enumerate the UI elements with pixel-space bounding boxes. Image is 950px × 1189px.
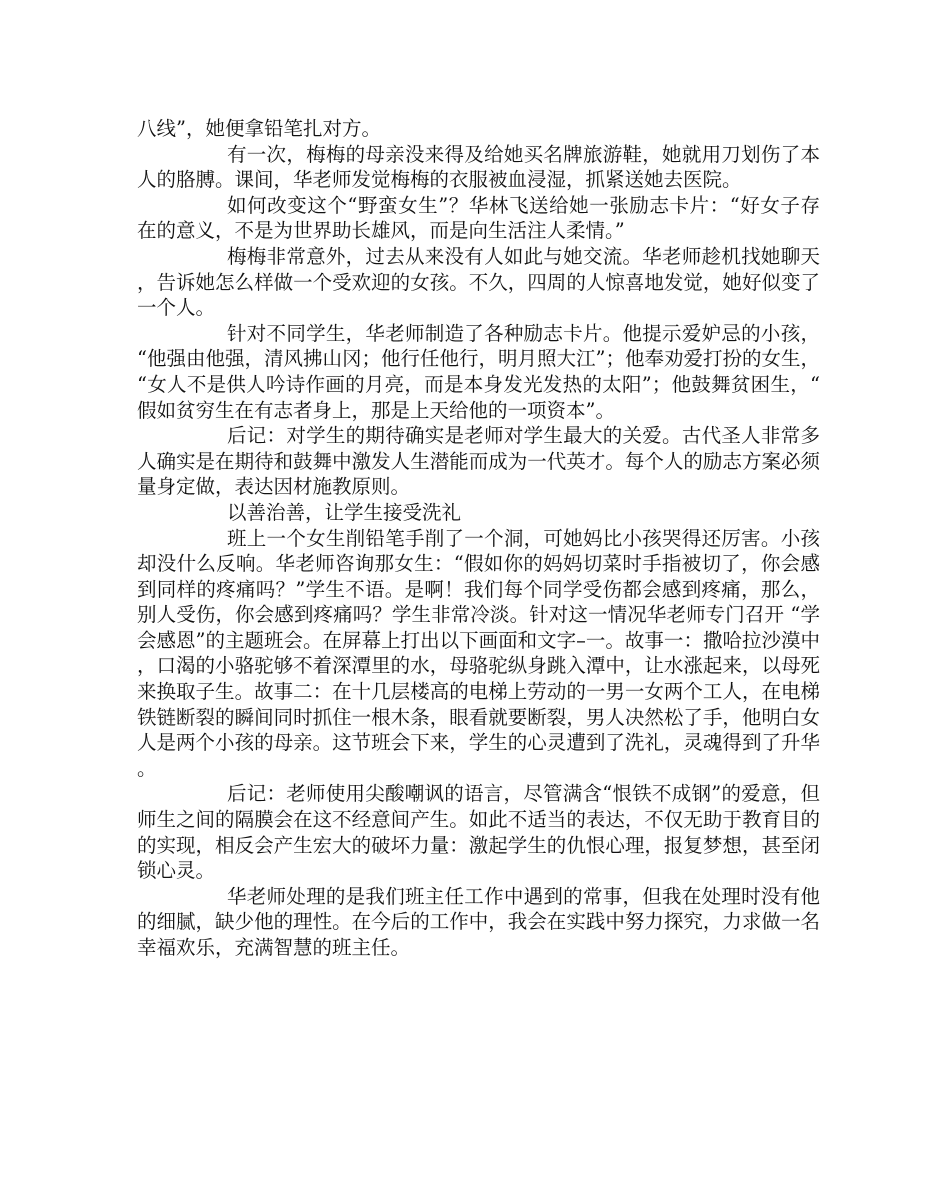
paragraph-2: 有一次，梅梅的母亲没来得及给她买名牌旅游鞋，她就用刀划伤了本人的胳膊。课间，华老师发觉梅梅的衣服被血浸湿，抓紧送她去医院。	[137, 142, 820, 192]
paragraph-8: 后记：老师使用尖酸嘲讽的语言，尽管满含“恨铁不成钢”的爱意，但师生之间的隔膜会在这不经意间产生。如此不适当的表达，不仅无助于教育目的的实现，相反会产生宏大的破坏力量：激起学生的仇恨心理，报复梦想，甚至闭锁心灵。	[137, 782, 820, 883]
document-body	[137, 116, 820, 961]
paragraph-3: 如何改变这个“野蛮女生”？华林飞送给她一张励志卡片：“好女子存在的意义，不是为世界助长雄风，而是向生活注人柔情。”	[137, 193, 820, 243]
section-heading: 以善治善，让学生接受洗礼	[227, 500, 462, 524]
paragraph-9: 华老师处理的是我们班主任工作中遇到的常事，但我在处理时没有他的细腻，缺少他的理性。在今后的工作中，我会在实践中努力探究，力求做一名幸福欢乐，充满智慧的班主任。	[137, 884, 820, 959]
paragraph-7: 班上一个女生削铅笔手削了一个洞，可她妈比小孩哭得还厉害。小孩却没什么反响。华老师咨询那女生：“假如你的妈妈切菜时手指被切了，你会感到同样的疼痛吗？”学生不语。是啊！我们每个同学受伤都会感到疼痛，那么，别人受伤，你会感到疼痛吗？学生非常冷淡。针对这一情况华老师专门召开 “学会感恩”的主题班会。在屏幕上打出以下画面和文字–一。故事一：撒哈拉沙漠中，口渴的小骆驼够不着深潭里的水，母骆驼纵身跳入潭中，让水涨起来，以母死来换取子生。故事二：在十几层楼高的电梯上劳动的一男一女两个工人，在电梯铁链断裂的瞬间同时抓住一根木条，眼看就要断裂，男人决然松了手，他明白女人是两个小孩的母亲。这节班会下来，学生的心灵遭到了洗礼，灵魂得到了升华。	[137, 526, 820, 780]
paragraph-6: 后记：对学生的期待确实是老师对学生最大的关爱。古代圣人非常多人确实是在期待和鼓舞中激发人生潜能而成为一代英才。每个人的励志方案必须量身定做，表达因材施教原则。	[137, 424, 820, 499]
paragraph-5: 针对不同学生，华老师制造了各种励志卡片。他提示爱妒忌的小孩，“他强由他强，清风拂山冈；他行任他行，明月照大江”；他奉劝爱打扮的女生，“女人不是供人吟诗作画的月亮，而是本身发光发热的太阳”；他鼓舞贫困生，“假如贫穷生在有志者身上，那是上天给他的一项资本”。	[137, 321, 820, 422]
paragraph-4: 梅梅非常意外，过去从来没有人如此与她交流。华老师趁机找她聊天，告诉她怎么样做一个受欢迎的女孩。不久，四周的人惊喜地发觉，她好似变了一个人。	[137, 244, 820, 320]
paragraph-1: 八线”，她便拿铅笔扎对方。	[137, 117, 381, 140]
